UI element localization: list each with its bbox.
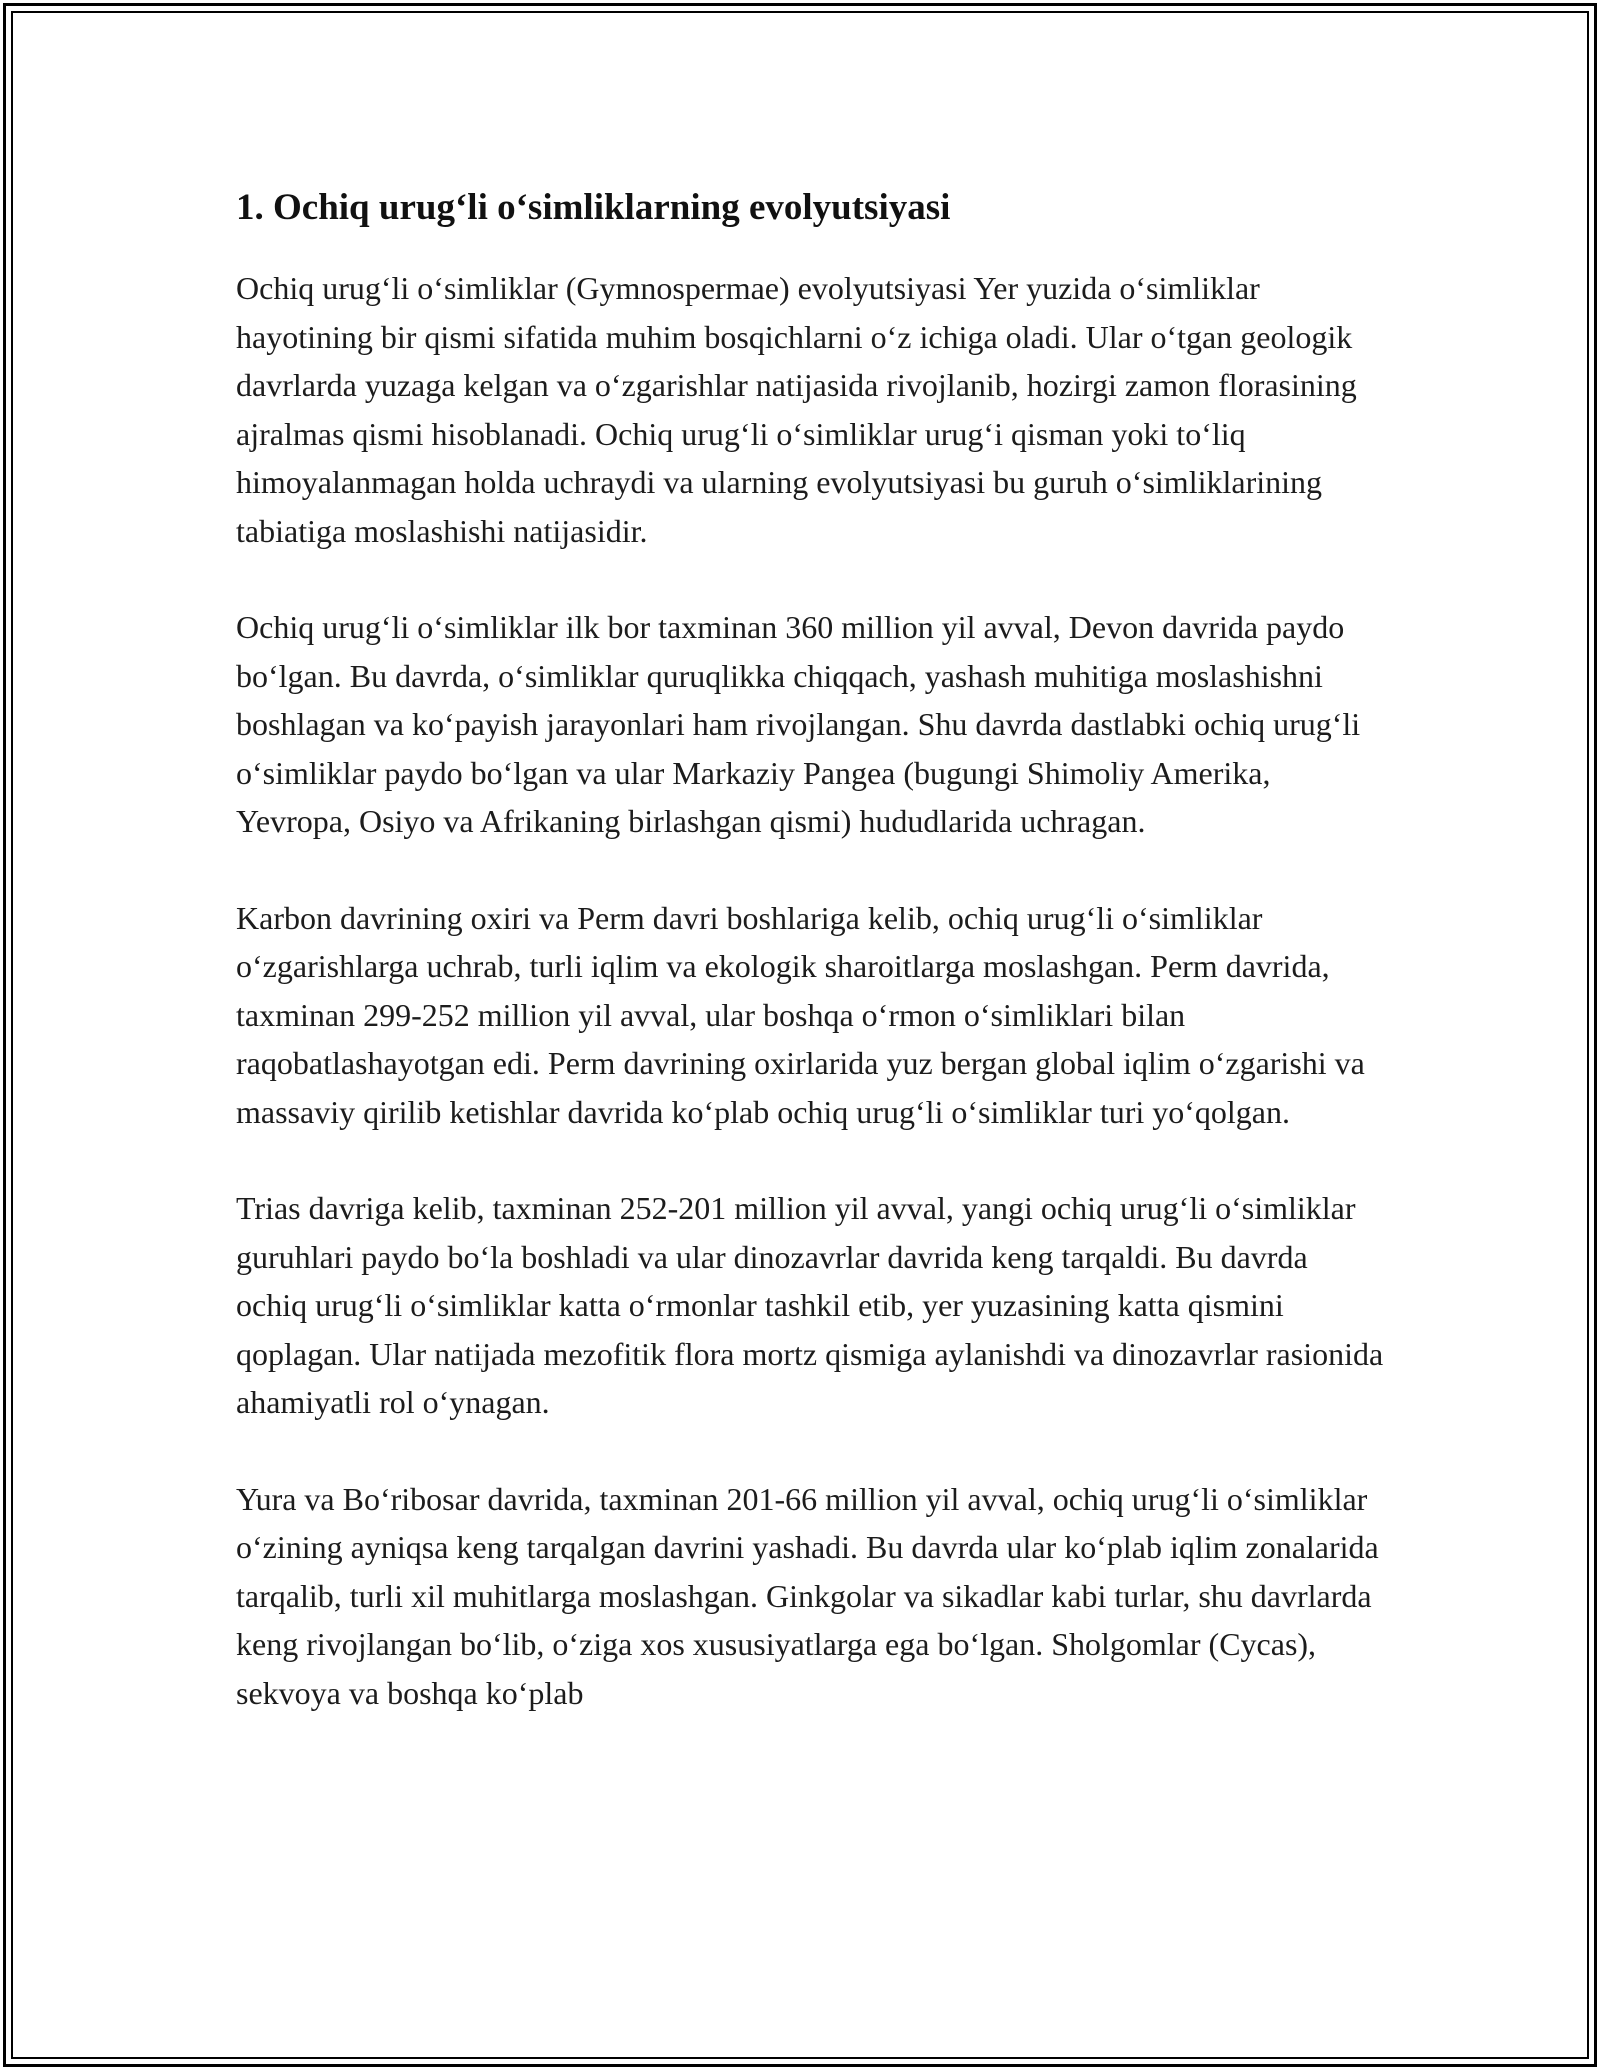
- paragraph-devon: Ochiq urug‘li o‘simliklar ilk bor taxminan 360 million yil avval, Devon davrida paydo bo‘lgan. Bu davrda, o‘simliklar quruqlikka chiqqach, yashash muhitiga moslashishni boshlagan va ko‘payish jarayonlari ham rivojlangan. Shu davrda dastlabki ochiq urug‘li o‘simliklar paydo bo‘lgan va ular Markaziy Pangea (bugungi Shimoliy Amerika, Yevropa, Osiyo va Afrikaning birlashgan qismi) hududlarida uchragan.: [236, 609, 1361, 839]
- paragraph-trias: Trias davriga kelib, taxminan 252-201 million yil avval, yangi ochiq urug‘li o‘simliklar guruhlari paydo bo‘la boshladi va ular dinozavrlar davrida keng tarqaldi. Bu davrda ochiq urug‘li o‘simliklar katta o‘rmonlar tashkil etib, yer yuzasining katta qismini qoplagan. Ular natijada mezofitik flora mortz qismiga aylanishdi va dinozavrlar rasionida ahamiyatli rol o‘ynagan.: [236, 1190, 1384, 1420]
- paragraph-yura: Yura va Bo‘ribosar davrida, taxminan 201-66 million yil avval, ochiq urug‘li o‘simliklar o‘zining ayniqsa keng tarqalgan davrini yashadi. Bu davrda ular ko‘plab iqlim zonalarida tarqalib, turli xil muhitlarga moslashgan. Ginkgolar va sikadlar kabi turlar, shu davrlarda keng rivojlangan bo‘lib, o‘ziga xos xususiyatlarga ega bo‘lgan. Sholgomlar (Cycas), sekvoya va boshqa ko‘plab: [236, 1480, 1379, 1711]
- document-body: [236, 182, 1386, 1765]
- paragraph-karbon-perm: Karbon davrining oxiri va Perm davri boshlariga kelib, ochiq urug‘li o‘simliklar o‘zgarishlarga uchrab, turli iqlim va ekologik sharoitlarga moslashgan. Perm davrida, taxminan 299-252 million yil avval, ular boshqa o‘rmon o‘simliklari bilan raqobatlashayotgan edi. Perm davrining oxirlarida yuz bergan global iqlim o‘zgarishi va massaviy qirilib ketishlar davrida ko‘plab ochiq urug‘li o‘simliklar turi yo‘qolgan.: [236, 899, 1365, 1130]
- paragraph-intro: Ochiq urug‘li o‘simliklar (Gymnospermae) evolyutsiyasi Yer yuzida o‘simliklar hayotining bir qismi sifatida muhim bosqichlarni o‘z ichiga oladi. Ular o‘tgan geologik davrlarda yuzaga kelgan va o‘zgarishlar natijasida rivojlanib, hozirgi zamon florasining ajralmas qismi hisoblanadi. Ochiq urug‘li o‘simliklar urug‘i qisman yoki to‘liq himoyalanmagan holda uchraydi va ularning evolyutsiyasi bu guruh o‘simliklarining tabiatiga moslashishi natijasidir.: [236, 270, 1357, 549]
- section-heading: 1. Ochiq urug‘li o‘simliklarning evolyutsiyasi: [236, 187, 951, 228]
